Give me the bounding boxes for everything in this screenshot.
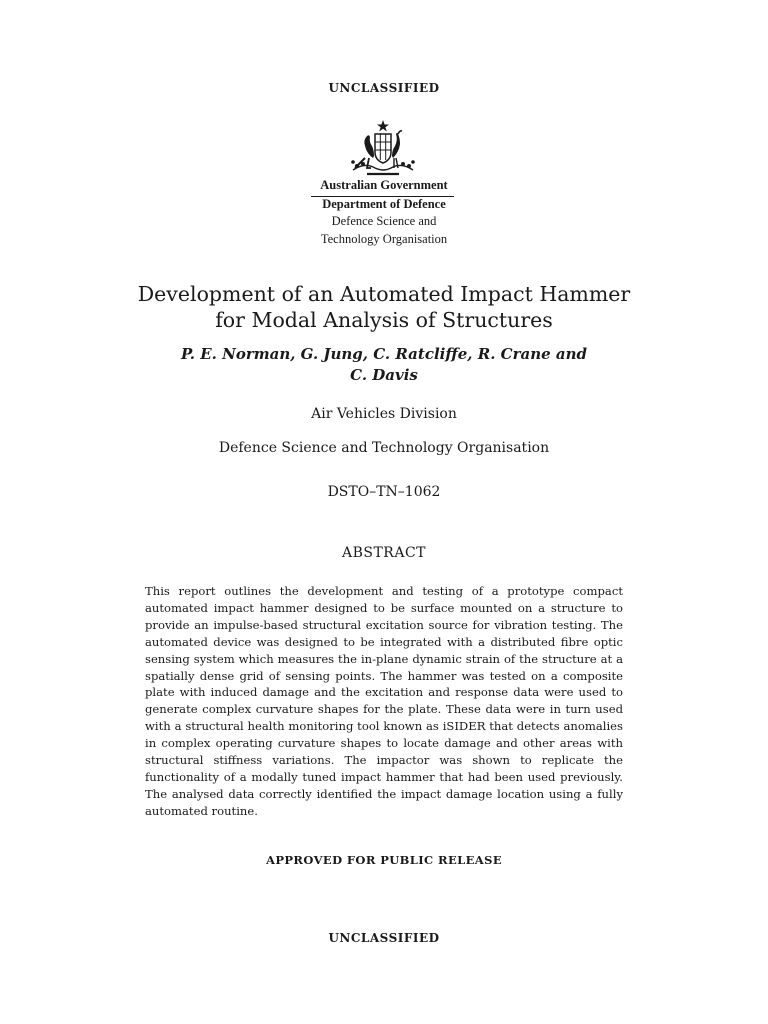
abstract-heading: ABSTRACT [341,545,427,561]
document-title [0,281,768,333]
classification-header: UNCLASSIFIED [328,81,440,95]
division-name: Air Vehicles Division [311,406,457,422]
title-line: for Modal Analysis of Structures [215,308,553,332]
abstract-body: This report outlines the development and testing of a prototype compact automated impact hammer designed to be surface mounted on a structure to provide an impulse-based structural excitation source for vibration testing. The automated device was designed to be integrated with a distributed fibre optic sensing system which measures the in-plane dynamic strain of the structure at a spatially dense grid of sensing points. The hammer was tested on a composite plate with induced damage and the excitation and response data were used to generate complex curvature shapes for the plate. These data were in turn used with a structural health monitoring tool known as iSIDER that detects anomalies in complex operating curvature shapes to locate damage and other areas with structural stiffness variations. The impactor was shown to replicate the functionality of a modally tuned impact hammer that had been used previously. The analysed data correctly identified the impact damage location using a fully automated routine. [145,584,623,818]
title-line: Development of an Automated Impact Hammer [137,282,631,306]
organisation-name: Defence Science and Technology Organisation [218,440,550,456]
release-statement: APPROVED FOR PUBLIC RELEASE [266,853,502,867]
department-name: Department of Defence [322,197,446,211]
commonwealth-coat-of-arms-icon [345,118,421,180]
classification-footer: UNCLASSIFIED [328,931,440,945]
organisation-name-line1: Defence Science and [331,214,437,228]
government-name: Australian Government [320,178,448,192]
authors-line: P. E. Norman, G. Jung, C. Ratcliffe, R. Crane and [181,345,587,363]
authors-line: C. Davis [350,366,418,384]
author-list [0,344,768,386]
report-number: DSTO–TN–1062 [327,484,441,500]
organisation-name-line2: Technology Organisation [320,232,448,246]
